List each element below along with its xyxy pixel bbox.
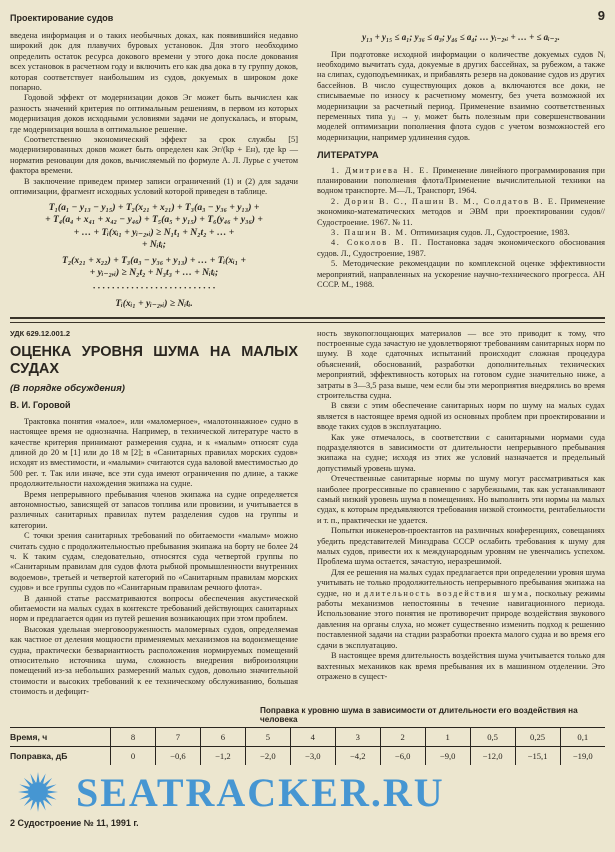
article-right-column	[317, 329, 605, 683]
table-cell: −9,0	[425, 746, 470, 765]
formula-line: + T₄(a₄ + x₄₁ + x₄₂ − y₄₆) + T₅(a₅ + y₁₅) + T₆(y₄₆ + y₃₆) +	[45, 214, 263, 225]
table-cell: −12,0	[470, 746, 515, 765]
article-subtitle: (В порядке обсуждения)	[10, 382, 125, 394]
table-row-time	[10, 727, 605, 746]
table-cell: 3	[335, 727, 380, 746]
table-cell: −2,0	[245, 746, 290, 765]
table-cell: 5	[245, 727, 290, 746]
paragraph: В настоящее время длительность воздействия шума учитывается только для вахтенных механиков как время пребывания их в машинном отделении. Это отражено в сущест-	[317, 651, 605, 681]
paragraph: введена информация и о таких необычных доках, как появившийся недавно широкий док для плавучих буровых установок. Для этого необходимо определить остаток ресурса докового времени у этого дока после докования всех установок в расчетном году и включить его как два дока в ту группу доков, которая соответствует наибольшим из судов, докуемых в широком доке попарно.	[10, 31, 298, 93]
row-label: Время, ч	[10, 727, 111, 746]
table-cell: 2	[380, 727, 425, 746]
paragraph: Отечественные санитарные нормы по шуму могут рассматриваться как наиболее прогрессивные по сравнению с зарубежными, так как устанавливают самый низкий уровень шума в помещениях. Но выполнить эти нормы на малых судах, к которым предъявляются требования низкой стоимости, рентабельности и т. п., практически не удается.	[317, 474, 605, 525]
paragraph: В заключение приведем пример записи ограничений (1) и (2) для задачи оптимизации, фрагмент исходных условий которой приведен в таблице.	[10, 176, 298, 197]
paragraph: Соответственно экономический эффект за срок службы [5] модернизированных доков может быть определен как Эг/(kр + Eн), где kр — норматив реновации для доков, вычисляемый по формуле А. Л. Лурье с учетом фактора времени.	[10, 135, 298, 176]
sun-ray	[20, 785, 30, 790]
udk-code: УДК 629.12.001.2	[10, 328, 71, 338]
sun-ray	[20, 795, 30, 800]
reference-author: 3. Пашин В. М.	[331, 228, 409, 237]
text: , поскольку режимы работы механизмов непостоянны в течение навигационного периода. Использование этого понятия не противоречит природе воздействия звукового давления на органы слуха, но может существенно изменить подход к решению поставленной задачи на стадии разработки проекта малого судна и во время его сдачи в эксплуатацию.	[317, 588, 605, 650]
article-left-column	[10, 329, 298, 698]
table-cell: 8	[111, 727, 156, 746]
reference-text: 5. Методические рекомендации по комплексной оценке эффективности мероприятий, направленных на ускорение научно-технического прогресса. АН СССР. М., 1988.	[317, 259, 605, 290]
literature-heading: ЛИТЕРАТУРА	[317, 150, 379, 162]
paragraph: В данной статье рассматриваются вопросы обеспечения акустической обитаемости на малых судах в контексте требований действующих санитарных норм и предлагается один из путей решения возникающих при этом проблем.	[10, 593, 298, 624]
table-cell: 0,1	[560, 727, 605, 746]
divider	[10, 317, 605, 323]
paragraph	[317, 568, 605, 651]
article-section	[10, 329, 605, 698]
paragraph: Годовой эффект от модернизации доков Эг может быть вычислен как разность значений критерия по оптимальным решениям, в первом из которых модернизация доков исходными условиями задачи не допускалась, и вторым, где модернизация вошла в оптимальное решение.	[10, 93, 298, 134]
paragraph: Высокая удельная энерговооруженность маломерных судов, определяемая как частное от деления мощности применяемых механизмов на водоизмещение судна, практически безвариантность расположения нормируемых помещений относительно источника шума, сложность внедрения виброизоляции помещений из-за небольших размерений малых судов, довольно значительной стоимости и высоких требований к ее техническому обслуживанию, большая стоимость и дефицит-	[10, 624, 298, 697]
table-cell: 7	[155, 727, 200, 746]
paragraph: С точки зрения санитарных требований по обитаемости «малым» можно считать судно с продолжительностью пребывания экипажа на борту не более 24 ч. К таким судам, следовательно, относятся суда четвертой группы по «Санитарным правилам для судов флота рыбной промышленности внутренних водоемов», третьей и четвертой категорий по «Санитарным правилам морских судов» и все группы судов по «Санитарным правилам речного флота».	[10, 531, 298, 593]
reference-text: Постановка задач экономического обоснования судов. Л., Судостроение, 1987.	[317, 238, 605, 258]
formula-line: T₂(x₂₁ + x₂₂) + T₃(a₃ − y₃₆ + y₁₃) + … + Tᵢ(xᵢ₁ +	[61, 254, 247, 266]
article-author: В. И. Горовой	[10, 400, 71, 411]
reference	[317, 238, 605, 259]
sun-ray	[18, 791, 28, 794]
noise-correction-table	[10, 727, 605, 765]
table-cell: −3,0	[290, 746, 335, 765]
page-number: 9	[597, 8, 605, 23]
sun-ray	[40, 774, 45, 784]
section-header: Проектирование судов	[10, 13, 114, 23]
table-cell: −15,1	[515, 746, 560, 765]
text: Для ее решения на малых судах предлагается при определении уровня шума учитывать не только продолжительность непрерывного пребывания экипажа на судне, но и	[317, 567, 605, 598]
formula-line: Tᵢ(xᵢ₁ + yᵢ₋₂,ᵢ) ≥ Nᵢtᵢ.	[115, 298, 193, 309]
top-section	[10, 31, 605, 311]
formula-line: + yᵢ₋₂,ᵢ) ≥ N₂t₂ + N₃t₃ + … + Nᵢtᵢ;	[89, 267, 219, 278]
sun-logo-icon	[10, 770, 66, 814]
row-label: Поправка, дБ	[10, 750, 68, 761]
reference	[317, 228, 605, 238]
reference	[317, 259, 605, 290]
constraint-formulas	[10, 202, 298, 311]
right-top-column	[317, 31, 605, 290]
table-cell: 4	[290, 727, 335, 746]
formula-line: + … + Tᵢ(xᵢ₁ + yᵢ₋₂,ᵢ) ≥ N₁t₁ + N₂t₂ + … +	[73, 226, 235, 238]
table-cell: 6	[200, 727, 245, 746]
sun-ray	[44, 778, 52, 786]
sun-ray	[30, 801, 35, 811]
reference-author: 2. Дорин В. С., Пашин В. М., Солдатов В. Е.	[331, 196, 559, 206]
table-cell: −4,2	[335, 746, 380, 765]
reference	[317, 197, 605, 228]
table-cell: 1	[425, 727, 470, 746]
table-row-correction	[10, 746, 605, 765]
sun-ray	[44, 798, 52, 806]
table-cell: −6,0	[380, 746, 425, 765]
watermark-strip	[10, 769, 605, 816]
table-caption: Поправка к уровню шума в зависимости от длительности его воздействия на человека	[260, 705, 578, 724]
page-header	[10, 8, 605, 23]
reference	[317, 166, 605, 197]
paragraph: В связи с этим обеспечение санитарных норм по шуму на малых судах является в настоящее время одной из основных проблем при проектировании и вводе таких судов в эксплуатацию.	[317, 401, 605, 432]
table-cell: 0	[111, 746, 156, 765]
reference-author: 4. Соколов В. П.	[331, 238, 423, 248]
sun-ray	[24, 778, 32, 786]
sun-ray	[30, 774, 35, 784]
table-cell: 0,25	[515, 727, 560, 746]
table-cell: 0,5	[470, 727, 515, 746]
reference-author: 1. Дмитриева Н. Е.	[331, 165, 430, 175]
paragraph: ность звукопоглощающих материалов — все это приводит к тому, что построенные суда зачастую не удовлетворяют требованиям санитарных норм по шуму. В ходе сдаточных испытаний происходит сложная процедура объяснений, обоснований, разработки дополнительных технических мероприятий, эффективность которых на готовом судне значительно ниже, а затраты в 3—3,5 раза выше, чем если бы эти мероприятия внедрялись во время строительства судна.	[317, 328, 605, 400]
watermark: SEATRACKER.RU	[76, 769, 445, 815]
sun-ray	[40, 801, 45, 811]
reference-text: Оптимизация судов. Л., Судостроение, 1983.	[408, 228, 570, 237]
reference-text: Применение линейного программирования при планировании пополнения флота/Применение вычислительной техники на водном транспорте. М—Л., Транспорт, 1964.	[317, 165, 605, 196]
paragraph: Попытки инженеров-проектантов на различных конференциях, совещаниях убедить представителей Минздрава СССР ослабить требования к шуму для малых судов, привести их к международным уровням не увенчались успехом. Проблема шума остается, зачастую, неразрешимой.	[317, 526, 605, 567]
article-title: ОЦЕНКА УРОВНЯ ШУМА НА МАЛЫХ СУДАХ	[10, 343, 298, 377]
table-cell: −19,0	[560, 746, 605, 765]
formula-line: + Nᵢtᵢ;	[142, 239, 166, 250]
formula-line: · · · · · · · · · · · · · · · · · · · · · · · · · ·	[92, 282, 216, 294]
formula-line: T₁(a₁ − y₁₃ − y₁₅) + T₂(x₂₁ + x₂₁) + T₃(a₃ − y₃₆ + y₁₃) +	[48, 201, 260, 213]
spaced-term: длительность воздействия шума	[363, 588, 530, 598]
paragraph: Как уже отмечалось, в соответствии с санитарными нормами суда подразделяются в зависимости от длительности непрерывного пребывания экипажа на судне; исходя из этих же условий назначается и предельный допустимый уровень шума.	[317, 432, 605, 473]
sun-ray	[37, 802, 40, 812]
sun-ray	[48, 791, 58, 794]
paragraph: Трактовка понятия «малое», или «маломерное», «малотоннажное» судно в настоящее время не однозначна. Например, в технической литературе часто в качестве критерия принимают размерения судна, и к «малым» относят суда длиной до 20 м [1] или до 18 м [2]; в «Санитарных правилах морских судов» исходят из вместимости, и «малыми» считаются суда валовой вместимостью до 500 рег. т. Так или иначе, все эти суда имеют ограничения по длине, а также продолжительности нахождения экипажа на судне.	[10, 416, 298, 489]
sun-ray	[37, 772, 40, 782]
sun-ray	[47, 785, 57, 790]
sun-ray	[47, 795, 57, 800]
left-top-column	[10, 31, 298, 311]
paragraph: При подготовке исходной информации о количестве докуемых судов Nᵢ необходимо вычитать суда, докуемые в других бассейнах, за рубежом, а также на слипах, судоподъемниках, и прибавлять резерв на докование судов из других бассейнов. В число существующих доков aᵢ включаются все доки, не списываемые по износу к расчетному моменту, без учета возможной их модернизации за расчетный период. Применение взаимно соответственных переменных типа yᵢⱼ → yᵢ может быть полезным при совершенствовании моделей оптимизации пополнения флота судов с учетом возможностей его модернизации, например удлинения судов.	[317, 49, 605, 142]
formula-line: y₁₃ + y₁₅ ≤ a₁; y₃₆ ≤ a₃; y₄₆ ≤ a₄; … yᵢ₋₂,ᵢ + … + ≤ aᵢ₋₂.	[362, 32, 560, 42]
reference-text: Применение экономико-математических методов и ЭВМ при проектировании судов//Судостроение. 1967. № 11.	[317, 196, 605, 227]
table-cell: −0,6	[155, 746, 200, 765]
page-footer: 2 Судостроение № 11, 1991 г.	[10, 817, 139, 828]
table-cell: −1,2	[200, 746, 245, 765]
sun-ray	[24, 798, 32, 806]
paragraph: Время непрерывного пребывания членов экипажа на судне определяется автономностью, зависящей от запасов топлива или провизии, и учитывается в различных санитарных правилах путем разделения судов на группы и категории.	[10, 489, 298, 530]
